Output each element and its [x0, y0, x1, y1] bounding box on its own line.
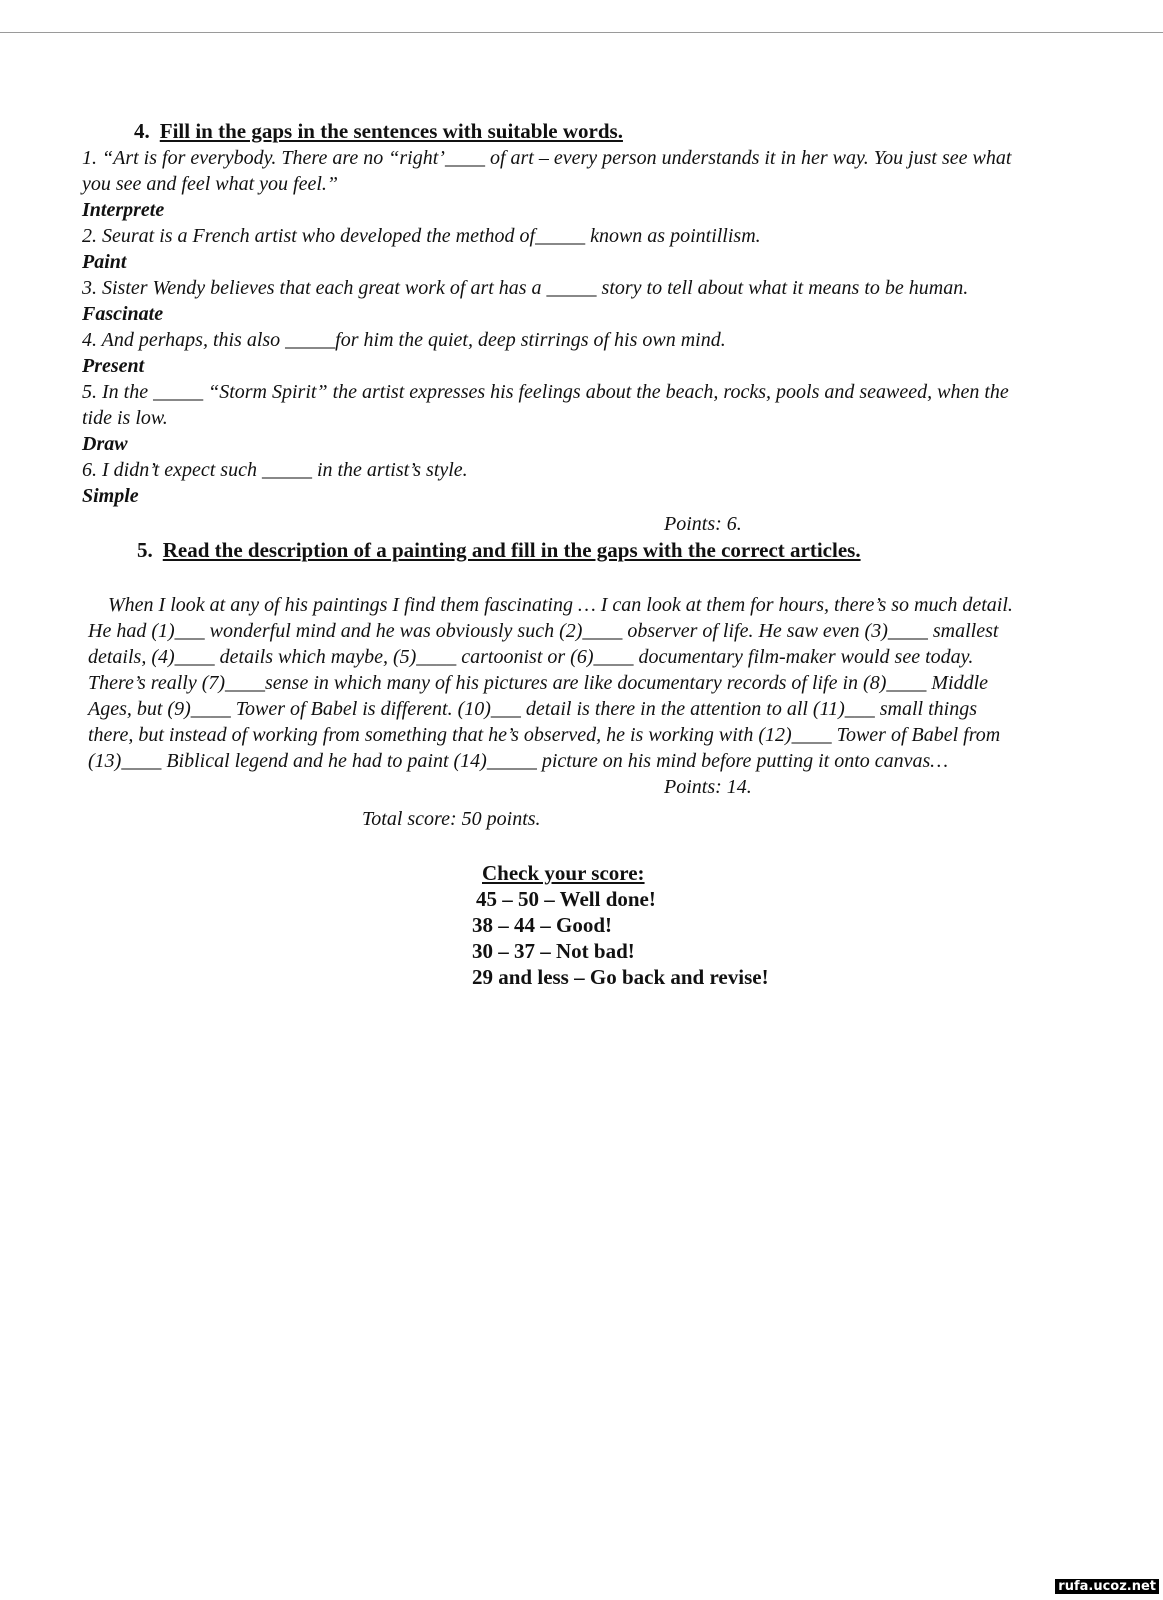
task4-sentence-4: 4. And perhaps, this also _____for him the quiet, deep stirrings of his own mind.: [82, 329, 726, 351]
task4-sentence-5: 5. In the _____ “Storm Spirit” the artist expresses his feelings about the beach, rocks, pools and seaweed, when the tide is low.: [82, 381, 1009, 429]
task5-title: Read the description of a painting and fill in the gaps with the correct articles.: [162, 538, 861, 562]
score-check-title: Check your score:: [482, 861, 645, 885]
score-check-block: [472, 860, 1042, 990]
task5-points: Points: 14.: [664, 776, 752, 798]
worksheet-page: [82, 118, 1042, 990]
score-row-2: 38 – 44 – Good!: [472, 913, 613, 937]
score-row-1: 45 – 50 – Well done!: [476, 887, 656, 911]
total-score: Total score: 50 points.: [362, 808, 541, 830]
score-check-heading: [472, 860, 1042, 886]
task4-points: Points: 6.: [664, 513, 742, 535]
task4-word-6: Simple: [82, 485, 139, 507]
task4-word-5: Draw: [82, 433, 128, 455]
task4-word-4: Present: [82, 355, 145, 377]
task4-sentence-2: 2. Seurat is a French artist who developed the method of_____ known as pointillism.: [82, 225, 761, 247]
task5-number: 5.: [137, 538, 153, 562]
task4-sentence-3: 3. Sister Wendy believes that each great work of art has a _____ story to tell about what it means to be human.: [82, 277, 969, 299]
score-row-3: 30 – 37 – Not bad!: [472, 939, 635, 963]
task4-sentence-1: 1. “Art is for everybody. There are no “right’____ of art – every person understands it in her way. You just see what you see and feel what you feel.”: [82, 147, 1012, 195]
task4-word-2: Paint: [82, 251, 127, 273]
task4-items: [82, 145, 1042, 509]
task4-title: Fill in the gaps in the sentences with suitable words.: [159, 119, 623, 143]
task4-sentence-6: 6. I didn’t expect such _____ in the artist’s style.: [82, 459, 468, 481]
task4-word-3: Fascinate: [82, 303, 164, 325]
task4-word-1: Interprete: [82, 199, 165, 221]
task5-heading: [137, 537, 1042, 564]
site-watermark: rufa.ucoz.net: [1055, 1579, 1159, 1594]
score-row-4: 29 and less – Go back and revise!: [472, 965, 769, 989]
task5-description-text: When I look at any of his paintings I find them fascinating … I can look at them for hours, there’s so much detail. He had (1)___ wonderful mind and he was obviously such (2)____ observer of life. He saw even (3)____ smallest details, (4)____ details which maybe, (5)____ cartoonist or (6)____ documentary film-maker would see today. There’s really (7)____sense in which many of his pictures are like documentary records of life in (8)____ Middle Ages, but (9)____ Tower of Babel is different. (10)___ detail is there in the attention to all (11)___ small things there, but instead of working from something that he’s observed, he is working with (12)____ Tower of Babel from (13)____ Biblical legend and he had to paint (14)_____ picture on his mind before putting it onto canvas…: [88, 594, 1013, 772]
task4-heading: [134, 118, 1042, 145]
page-top-edge-line: [0, 32, 1163, 33]
task4-number: 4.: [134, 119, 150, 143]
